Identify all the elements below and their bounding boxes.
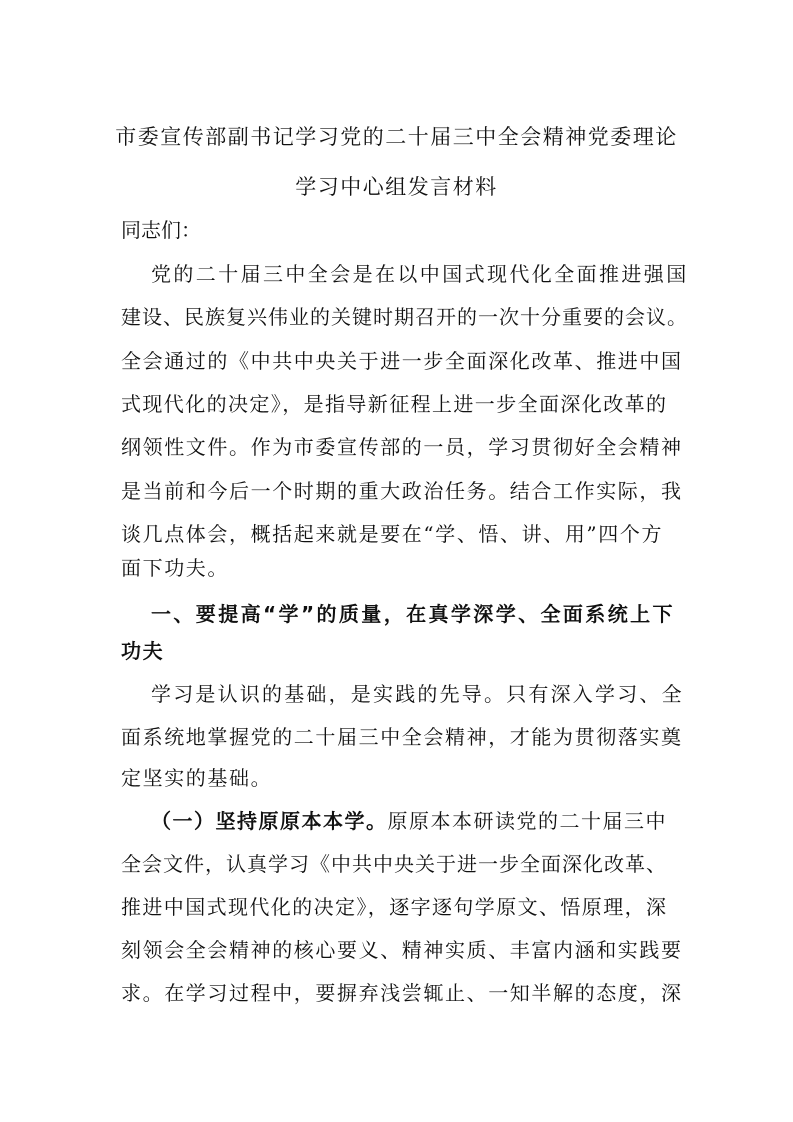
body-line: 纲领性文件。作为市委宣传部的一员，学习贯彻好全会精神 <box>121 435 683 459</box>
body-line <box>0 809 793 833</box>
body-line: 推进中国式现代化的决定》，逐字逐句学原文、悟原理，深 <box>121 895 668 919</box>
body-line-text: 原原本本研读党的二十届三中 <box>387 809 667 833</box>
body-line: 刻领会全会精神的核心要义、精神实质、丰富内涵和实践要 <box>121 938 683 962</box>
body-line: 党的二十届三中全会是在以中国式现代化全面推进强国 <box>151 262 689 286</box>
document-title-line-1: 市委宣传部副书记学习党的二十届三中全会精神党委理论 <box>115 125 678 149</box>
greeting: 同志们： <box>121 218 201 242</box>
body-line: 建设、民族复兴伟业的关键时期召开的一次十分重要的会议。 <box>121 305 688 329</box>
section-heading-line: 功夫 <box>121 639 165 663</box>
subsection-heading: （一）坚持原原本本学。 <box>151 809 388 833</box>
body-line: 式现代化的决定》，是指导新征程上进一步全面深化改革的 <box>121 392 668 416</box>
body-line: 全会通过的《中共中央关于进一步全面深化改革、推进中国 <box>121 349 683 373</box>
body-line: 定坚实的基础。 <box>121 766 273 790</box>
body-line: 求。在学习过程中，要摒弃浅尝辄止、一知半解的态度，深 <box>121 981 683 1005</box>
body-line: 面下功夫。 <box>121 556 229 580</box>
body-line: 谈几点体会，概括起来就是要在“学、悟、讲、用”四个方 <box>121 522 664 546</box>
body-line: 是当前和今后一个时期的重大政治任务。结合工作实际，我 <box>121 479 683 503</box>
section-heading-line: 一、要提高“学”的质量，在真学深学、全面系统上下 <box>151 602 675 626</box>
body-line: 学习是认识的基础，是实践的先导。只有深入学习、全 <box>151 682 684 706</box>
body-line: 全会文件，认真学习《中共中央关于进一步全面深化改革、 <box>121 852 667 876</box>
body-line: 面系统地掌握党的二十届三中全会精神，才能为贯彻落实奠 <box>121 725 683 749</box>
document-title-line-2: 学习中心组发言材料 <box>295 175 498 199</box>
